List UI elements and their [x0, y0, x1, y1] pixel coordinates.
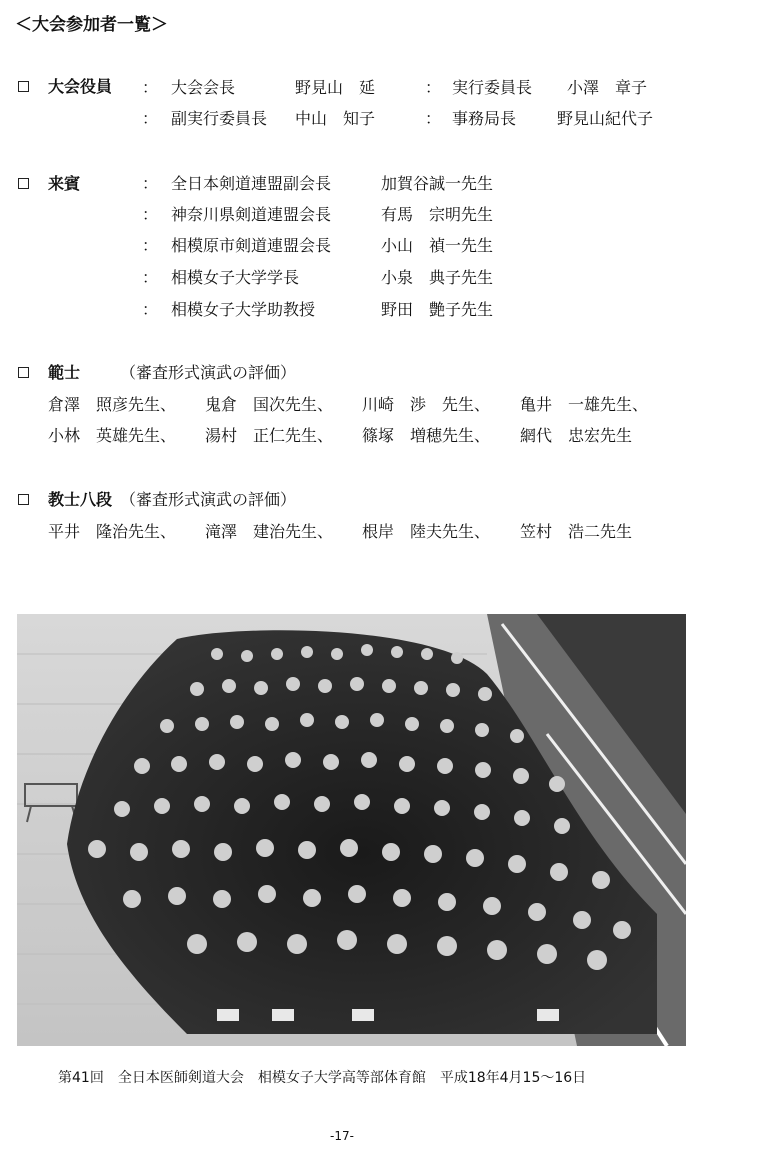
kyoshi-name: 笠村 浩二先生 [520, 522, 633, 541]
guest-role: 神奈川県剣道連盟会長 [171, 205, 332, 224]
hanshi-name: 鬼倉 国次先生、 [205, 395, 334, 414]
hanshi-name: 湯村 正仁先生、 [205, 426, 334, 445]
colon: ： [142, 174, 159, 193]
section-label-kyoshi: 教士八段 [48, 490, 113, 509]
hanshi-name: 亀井 一雄先生、 [520, 395, 649, 414]
hanshi-name: 川崎 渉 先生、 [362, 395, 491, 414]
colon: ： [142, 205, 159, 224]
guest-name: 加賀谷誠一先生 [381, 174, 494, 193]
kyoshi-name: 滝澤 建治先生、 [205, 522, 334, 541]
colon: ： [425, 109, 442, 128]
hanshi-name: 倉澤 照彦先生、 [48, 395, 177, 414]
guest-role: 相模女子大学助教授 [171, 300, 316, 319]
official-name: 野見山 延 [295, 78, 376, 97]
colon: ： [142, 236, 159, 255]
photo-caption: 第41回 全日本医師剣道大会 相模女子大学高等部体育館 平成18年4月15～16日 [58, 1070, 587, 1086]
section-label-officials: 大会役員 [48, 77, 113, 96]
hanshi-name: 網代 忠宏先生 [520, 426, 633, 445]
colon: ： [142, 109, 159, 128]
official-role: 事務局長 [452, 109, 517, 128]
guest-role: 相模女子大学学長 [171, 268, 300, 287]
official-name: 小澤 章子 [567, 78, 648, 97]
official-role: 副実行委員長 [171, 109, 268, 128]
group-photo-image [17, 614, 686, 1046]
guest-name: 有馬 宗明先生 [381, 205, 494, 224]
hanshi-name: 小林 英雄先生、 [48, 426, 177, 445]
guest-role: 全日本剣道連盟副会長 [171, 174, 332, 193]
page-number: -17- [330, 1129, 354, 1143]
official-role: 大会会長 [171, 78, 236, 97]
section-note-kyoshi: （審査形式演武の評価） [120, 490, 297, 509]
checkbox-hanshi [18, 367, 29, 378]
guest-name: 野田 艶子先生 [381, 300, 494, 319]
group-photo [17, 614, 686, 1046]
official-role: 実行委員長 [452, 78, 533, 97]
checkbox-kyoshi [18, 494, 29, 505]
colon: ： [142, 300, 159, 319]
colon: ： [142, 268, 159, 287]
colon: ： [425, 78, 442, 97]
official-name: 中山 知子 [295, 109, 376, 128]
guest-name: 小山 禎一先生 [381, 236, 494, 255]
checkbox-guests [18, 178, 29, 189]
hanshi-name: 篠塚 増穂先生、 [362, 426, 491, 445]
checkbox-officials [18, 81, 29, 92]
section-label-hanshi: 範士 [48, 363, 81, 382]
guest-role: 相模原市剣道連盟会長 [171, 236, 332, 255]
guest-name: 小泉 典子先生 [381, 268, 494, 287]
section-label-guests: 来賓 [48, 174, 81, 193]
official-name: 野見山紀代子 [557, 109, 654, 128]
kyoshi-name: 根岸 陸夫先生、 [362, 522, 491, 541]
section-note-hanshi: （審査形式演武の評価） [120, 363, 297, 382]
kyoshi-name: 平井 隆治先生、 [48, 522, 177, 541]
colon: ： [142, 78, 159, 97]
page-heading: ＜大会参加者一覧＞ [15, 15, 168, 35]
